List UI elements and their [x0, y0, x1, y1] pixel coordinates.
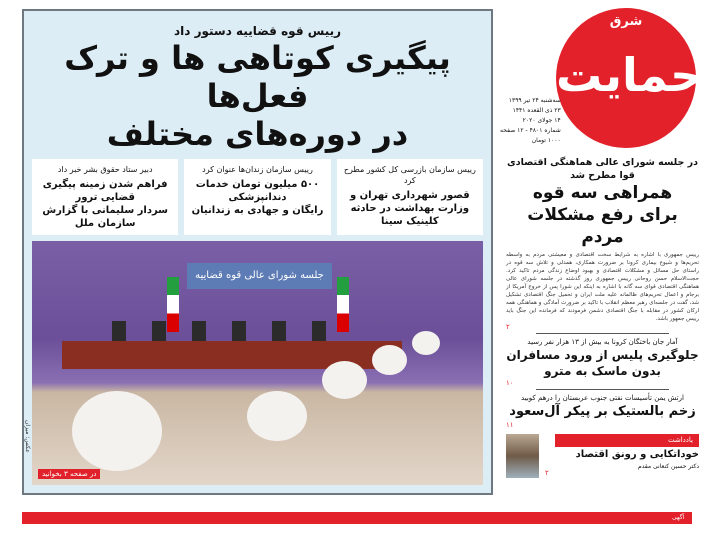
lead-headline-1[interactable]: پیگیری کوتاهی ها و ترک فعل‌ها: [64, 39, 451, 115]
issue-number: شماره ۴۸۰۱ - ۱۲ صفحه: [500, 127, 561, 134]
note-text: [555, 434, 699, 471]
note-label: یادداشت: [555, 434, 699, 447]
lead2-headline-1[interactable]: همراهی سه قوه: [532, 183, 673, 203]
divider: [536, 333, 669, 334]
sub-stories: [32, 159, 483, 235]
story2-kicker: آمار جان باختگان کرونا به بیش از ۱۳ هزار نفر رسید: [527, 338, 678, 346]
sub-title: سردار سلیمانی با گزارش سازمان ملل: [42, 205, 169, 229]
ad-bar[interactable]: [22, 512, 692, 524]
date-gregorian: ۱۴ جولای ۲۰۲۰: [522, 117, 561, 124]
author-portrait: [506, 434, 539, 478]
sub-kicker: رییس سازمان زندان‌ها عنوان کرد: [202, 165, 313, 174]
story2-headline-1[interactable]: جلوگیری پلیس از ورود مسافران: [506, 348, 699, 362]
turban: [412, 331, 440, 355]
officials: [112, 321, 352, 343]
sub-story[interactable]: [337, 159, 483, 235]
lead-photo: [32, 241, 483, 485]
page-ref: ۱۰: [506, 379, 514, 387]
sub-kicker: رییس سازمان بازرسی کل کشور مطرح کرد: [343, 165, 476, 185]
lead-headline-2[interactable]: در دوره‌های مختلف: [106, 115, 409, 153]
sub-title: قصور شهرداری تهران و: [349, 190, 470, 201]
sub-title: وزارت بهداشت در حادثه کلینیک سینا: [350, 203, 470, 227]
price: ۱۰۰۰ تومان: [531, 137, 561, 144]
right-column: [500, 156, 705, 506]
page-ref: ۲: [545, 469, 549, 477]
turban: [322, 361, 367, 399]
date: سه‌شنبه ۲۴ تیر ۱۳۹۹: [508, 97, 561, 104]
photo-credit: عکس: میزان: [24, 420, 31, 453]
logo-tag: شرق: [609, 14, 643, 29]
sub-story[interactable]: [32, 159, 178, 235]
turban: [72, 391, 162, 471]
ad-label: آگهی: [672, 514, 685, 521]
divider: [536, 389, 669, 390]
lead2-body: رییس جمهوری با اشاره به شرایط سخت اقتصادی و معیشتی مردم به واسطه تحریم‌ها و شیوع بیماری کرونا بر ضرورت همکاری، همدلی و تلاش سه قوه در راستای حل مسائل و مشکلات اقتصادی و بهبود اوضاع زندگی مردم تاکید کرد. حجت‌الاسلام حسن روحانی رییس جمهوری روز گذشته در جلسه شورای عالی هماهنگی اقتصادی قوای سه گانه با اشاره به اینکه این شورا پس از خروج آمریکا از برجام و اعمال تحریم‌های ظالمانه علیه ملت ایران و تحمیل جنگ اقتصادی تشکیل شد، گفت در جلسه‌ای رهبر معظم انقلاب با تاکید بر ضرورت آمادگی و هماهنگی همه ارکان کشور در مقابله با جنگ اقتصادی دشمن فرمودند که فرمانده این جنگ باید رییس جمهور باشد.: [506, 252, 699, 322]
masthead-logo: [556, 8, 704, 148]
page-ref: ۱۱: [506, 421, 514, 429]
note-block: [506, 434, 699, 478]
story2-headline-2[interactable]: بدون ماسک به مترو: [544, 364, 661, 378]
sub-title: فراهم شدن زمینه پیگیری قضایی ترور: [42, 179, 168, 203]
lead-story-panel: [22, 9, 493, 495]
logo-name: حمایت: [556, 48, 704, 102]
date-hijri: ۲۳ ذی القعده ۱۴۴۱: [512, 107, 561, 114]
turban: [247, 391, 307, 441]
sub-title: رایگان و جهادی به زندانیان: [191, 205, 324, 216]
page-ref: ۲: [506, 323, 510, 331]
story3-headline[interactable]: زخم بالستیک بر پیکر آل‌سعود: [509, 404, 696, 419]
photo-banner: جلسه شورای عالی قوه قضاییه: [187, 263, 332, 289]
note-author: دکتر حسین کنعانی مقدم: [638, 463, 699, 470]
photo-caption[interactable]: در صفحه ۳ بخوانید: [38, 469, 100, 479]
sub-title: ۵۰۰ میلیون تومان خدمات دندانپزشکی: [195, 179, 320, 203]
note-title[interactable]: خوداتکایی و رونق اقتصاد: [575, 449, 699, 460]
story3-kicker: ارتش یمن تأسیسات نفتی جنوب عربستان را درهم کوبید: [521, 394, 684, 402]
turban: [372, 345, 407, 375]
lead-kicker: رییس قوه قضاییه دستور داد: [173, 24, 342, 38]
lead2-headline-2[interactable]: برای رفع مشکلات مردم: [527, 205, 678, 247]
sub-story[interactable]: [184, 159, 330, 235]
lead2-kicker: در جلسه شورای عالی هماهنگی اقتصادی قوا مطرح شد: [507, 157, 698, 181]
issue-meta: [500, 96, 561, 146]
sub-kicker: دبیر ستاد حقوق بشر خبر داد: [57, 165, 153, 174]
